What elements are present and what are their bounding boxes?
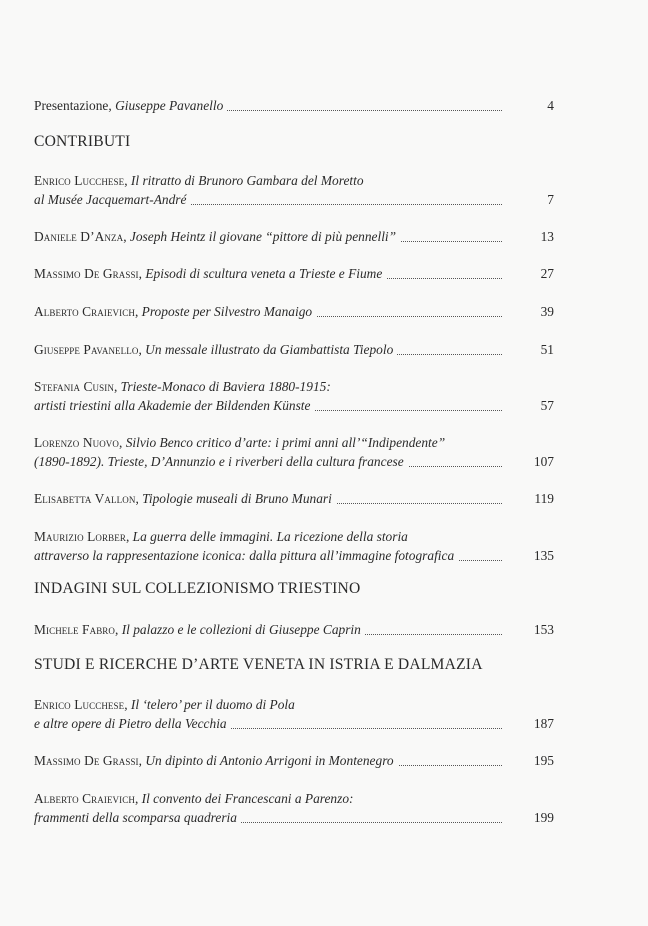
separator: ,	[115, 622, 122, 637]
entry-author: Elisabetta Vallon	[34, 491, 136, 506]
entry-title: Silvio Benco critico d’arte: i primi anni all’“Indipendente”	[125, 435, 446, 450]
section-heading-contributi: CONTRIBUTI	[34, 133, 131, 150]
toc-entry	[34, 789, 554, 827]
entry-title: Il palazzo e le collezioni di Giuseppe Caprin	[121, 622, 361, 637]
separator: ,	[123, 229, 130, 244]
toc-entry	[34, 264, 554, 283]
section-heading-collezionismo: INDAGINI SUL COLLEZIONISMO TRIESTINO	[34, 580, 361, 597]
entry-title-cont: artisti triestini alla Akademie der Bildenden Künste	[34, 398, 311, 413]
separator: ,	[138, 342, 146, 357]
toc-entry	[34, 171, 554, 209]
toc-entry	[34, 751, 554, 770]
toc-entry	[34, 377, 554, 415]
separator: ,	[124, 697, 131, 712]
entry-title: Proposte per Silvestro Manaigo	[141, 304, 313, 319]
toc-entry	[34, 227, 554, 246]
entry-title: Trieste-Monaco di Baviera 1880-1915:	[120, 379, 331, 394]
entry-title-cont: frammenti della scomparsa quadreria	[34, 810, 237, 825]
entry-author: Giuseppe Pavanello	[115, 98, 224, 113]
entry-author: Giuseppe Pavanello	[34, 342, 139, 357]
page-number: 187	[533, 716, 554, 731]
entry-title-cont: e altre opere di Pietro della Vecchia	[34, 716, 227, 731]
separator: ,	[124, 173, 131, 188]
entry-author: Lorenzo Nuovo	[34, 435, 119, 450]
section-heading-istria-dalmazia: STUDI E RICERCHE D’ARTE VENETA IN ISTRIA E DALMAZIA	[34, 656, 483, 673]
entry-author: Alberto Craievich	[34, 304, 135, 319]
page-number: 153	[533, 622, 554, 637]
entry-title-cont: (1890-1892). Trieste, D’Annunzio e i riverberi della cultura francese	[34, 454, 404, 469]
entry-label: Presentazione,	[34, 98, 116, 113]
entry-title: Episodi di scultura veneta a Trieste e Fiume	[145, 266, 383, 281]
entry-author: Massimo De Grassi	[34, 753, 139, 768]
toc-entry	[34, 695, 554, 733]
page-number: 195	[533, 753, 554, 768]
separator: ,	[119, 435, 126, 450]
entry-title-cont: al Musée Jacquemart-André	[34, 192, 187, 207]
page-number: 27	[540, 266, 554, 281]
entry-author: Enrico Lucchese	[34, 697, 125, 712]
page-number: 107	[533, 454, 554, 469]
entry-title: Tipologie museali di Bruno Munari	[142, 491, 332, 506]
entry-author: Michele Fabro	[34, 622, 115, 637]
toc-entry	[34, 527, 554, 565]
page-number: 7	[547, 192, 554, 207]
entry-title: Il ‘telero’ per il duomo di Pola	[130, 697, 295, 712]
page-number: 39	[540, 304, 554, 319]
entry-author: Daniele D’Anza	[34, 229, 124, 244]
toc-entry	[34, 433, 554, 471]
entry-author: Alberto Craievich	[34, 791, 135, 806]
entry-title: La guerra delle immagini. La ricezione della storia	[132, 529, 408, 544]
entry-author: Stefania Cusin	[34, 379, 114, 394]
separator: ,	[113, 379, 121, 394]
entry-author: Enrico Lucchese	[34, 173, 125, 188]
separator: ,	[138, 266, 146, 281]
entry-author: Maurizio Lorber	[34, 529, 126, 544]
page-number: 4	[547, 98, 554, 113]
separator: ,	[135, 491, 143, 506]
separator: ,	[134, 304, 142, 319]
entry-title: Un messale illustrato da Giambattista Tiepolo	[145, 342, 394, 357]
toc-entry	[34, 340, 554, 359]
toc-entry-presentation	[34, 96, 554, 115]
separator: ,	[134, 791, 142, 806]
entry-title: Il ritratto di Brunoro Gambara del Moretto	[130, 173, 364, 188]
separator: ,	[125, 529, 133, 544]
entry-title: Il convento dei Francescani a Parenzo:	[141, 791, 354, 806]
page-number: 199	[533, 810, 554, 825]
entry-title: Un dipinto di Antonio Arrigoni in Montenegro	[145, 753, 394, 768]
entry-title-cont: attraverso la rappresentazione iconica: dalla pittura all’immagine fotografica	[34, 548, 455, 563]
toc-entry	[34, 620, 554, 639]
toc-entry	[34, 489, 554, 508]
page-number: 119	[534, 491, 554, 506]
entry-title: Joseph Heintz il giovane “pittore di più pennelli”	[129, 229, 397, 244]
page-number: 51	[540, 342, 554, 357]
toc-entry	[34, 302, 554, 321]
page-number: 135	[533, 548, 554, 563]
separator: ,	[138, 753, 146, 768]
page-number: 57	[540, 398, 554, 413]
page-number: 13	[540, 229, 554, 244]
entry-author: Massimo De Grassi	[34, 266, 139, 281]
